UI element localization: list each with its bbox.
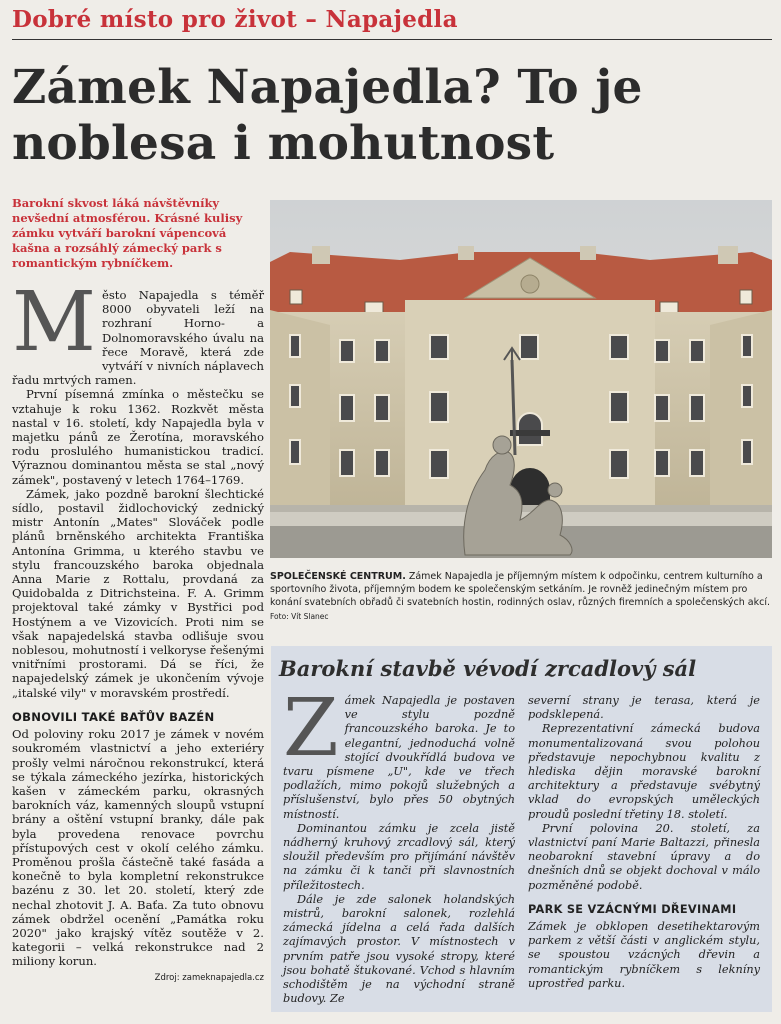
box-paragraph: Dominantou zámku je zcela jistě nádherný kruhový zrcadlový sál, který sloužil především pro přijímání návštěv na zámku či k tanči při slavnostních příležitostech. [283,821,515,892]
photo-credit: Foto: Vít Slanec [270,611,329,621]
headline-line-1: Zámek Napajedla? To je [12,60,643,115]
chateau-photo [270,200,772,558]
section-header [12,6,772,40]
caption-text: Zámek Napajedla je příjemným místem k odpočinku, centrem kulturního a sportovního života, příjemným bodem ke společenským setkáním. Je rovněž jedinečným místem pro konání svatebních obřadů či svatebních hostin, rodinných oslav, různých firemních a společenských akcí. [270,571,770,609]
box-paragraph: Reprezentativní zámecká budova monumentalizovaná svou polohou představuje nepochybnou kvalitu z hlediska dějin moravské barokní architektury a představuje svébytný vklad do evropských uměleckých proudů poslední třetiny 18. století. [528,722,760,821]
section-title: Dobré místo pro život – Napajedla [12,6,458,33]
article-paragraph: Město Napajedla s téměř 8000 obyvateli leží na rozhraní Horno- a Dolnomoravského úvalu na řece Moravě, která zde vytváří v nivních náplavech řadu mrtvých ramen. [12,275,264,388]
article-paragraph: Zámek, jako pozdně barokní šlechtické sídlo, postavil židlochovický zednický mistr Antonín „Mates" Slováček podle plánů brněnského architekta Františka Antonína Grimma, u kterého stavbu ve stylu francouzského baroka objednala Anna Marie z Rottalu, provdaná za Quidobalda z Ditrichsteina. F. A. Grimm projektoval také zámky v Bystřici pod Hostýnem a ve Vizovicích. Proti nim se však napajedelská stavba odlišuje svou noblesou, mohutností i velkoryse řešenými vnitřními prostorami. Dá se říci, že napajedelský zámek je ukončením vývoje „italské vily" v moravském prostředí. [12,486,264,700]
article-paragraph: Od poloviny roku 2017 je zámek v novém soukromém vlastnictví a jeho exteriéry prošly velmi náročnou rekonstrukcí, která se týkala zámeckého jezírka, historických kašen v zámeckém parku, okrasných barokních váz, kamenných sloupů vstupní brány a oštění vstupní branky, dále pak byla provedena renovace povrchu přístupových cest v okolí celého zámku. Proměnou prošla částečně také fasáda a konečně to byla kompletní rekonstrukce bazénu z 30. let 20. století, který zde nechal zhotovit J. A. Baťa. Za tuto obnovu zámek obdržel ocenění „Památka roku 2020" jako krajský vítěz soutěže v 2. kategorii – velká rekonstrukce nad 2 miliony korun. [12,727,264,969]
box-column-right [528,694,760,991]
drop-cap: M [12,275,96,370]
box-column-left [283,681,515,1006]
box-paragraph: Zámek Napajedla je postaven ve stylu pozdně francouzského baroka. Je to elegantní, jednoduchá volně stojící dvoukřídlá budova ve tvaru písmene „U", kde ve třech podlažích, mimo pokojů služebných a příslušenství, bylo přes 50 obytných místností. [283,681,515,821]
box-title: Barokní stavbě vévodí zrcadlový sál [279,656,697,681]
photo-caption [270,570,772,623]
headline-line-2: noblesa i mohutnost [12,116,555,171]
box-paragraph: Dále je zde salonek holandských mistrů, barokní salonek, rozlehlá zámecká jídelna a celá řada dalších zajímavých prostor. V místnostech v prvním patře jsou vysoké stropy, které jsou bohatě štukované. Vchod s hlavním schodištěm je na východní straně budovy. Ze [283,892,515,1006]
header-rule [12,39,772,40]
article-paragraph: První písemná zmínka o městečku se vztahuje k roku 1362. Rozkvět města nastal v 16. století, kdy Napajedla byla v majetku pánů ze Žerotína, moravského rodu proslulého humanistickou tradicí. Výraznou dominantou města se stal „nový zámek", postavený v letech 1764–1769. [12,387,264,487]
article-source: Zdroj: zameknapajedla.cz [154,972,264,983]
box-paragraph: První polovina 20. století, za vlastnictví paní Marie Baltazzi, přinesla neobarokní stavební úpravy a do dnešních dnů se objekt dochoval v málo pozměněné podobě. [528,821,760,892]
chateau-photo-illustration [270,200,772,558]
box-paragraph: severní strany je terasa, která je podsklepená. [528,694,760,722]
box-paragraph: Zámek je obklopen desetihektarovým parkem z větší části v anglickém stylu, se spoustou vzácných dřevin a romantickým rybníčkem s lekníny uprostřed parku. [528,920,760,990]
article-body [12,275,264,985]
drop-cap: Z [283,681,339,774]
caption-label: SPOLEČENSKÉ CENTRUM. [270,571,406,582]
perex: Barokní skvost láká návštěvníky nevšední atmosférou. Krásné kulisy zámku vytváří barokní vápencová kašna a rozsáhlý zámecký park s romantickým rybníčkem. [12,196,243,270]
headline [12,60,732,172]
sidebar-box [271,646,772,1012]
box-subhead: PARK SE VZÁCNÝMI DŘEVINAMI [528,902,737,916]
article-subhead: OBNOVILI TAKÉ BAŤŮV BAZÉN [12,709,215,724]
